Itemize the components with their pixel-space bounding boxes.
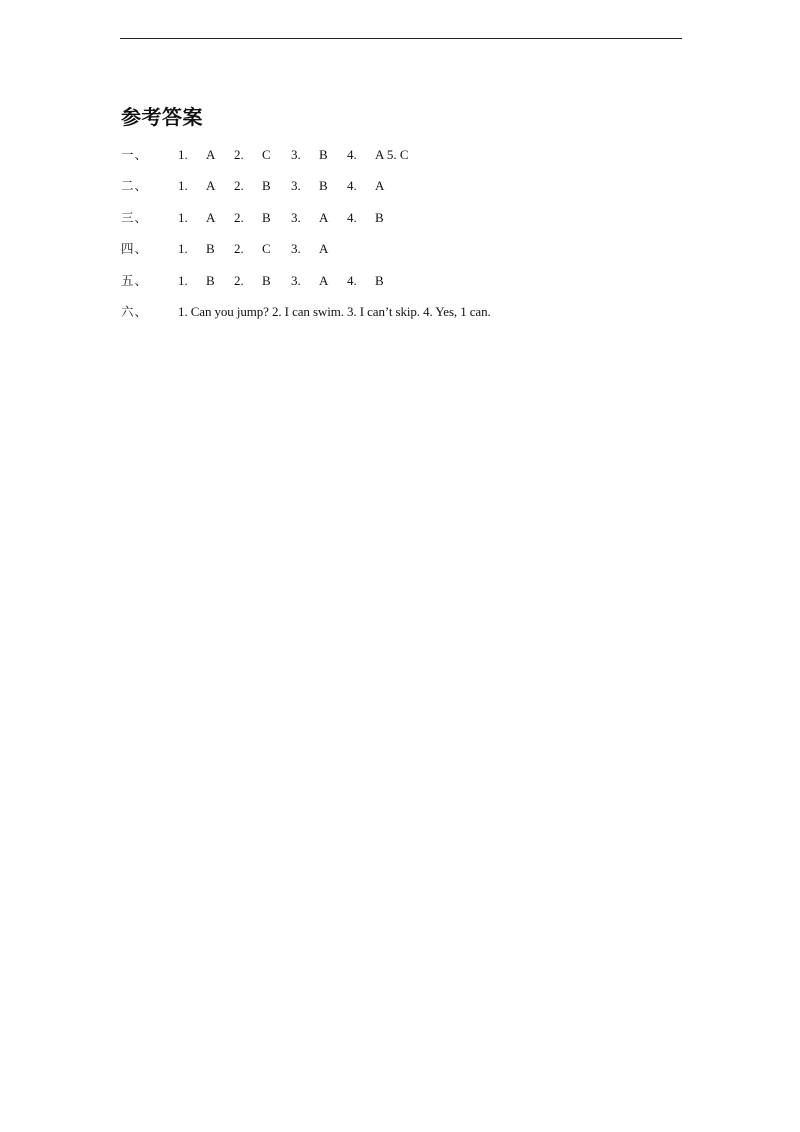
answer-value: A — [319, 209, 329, 225]
page-title: 参考答案 — [121, 105, 203, 129]
question-number: 3. — [291, 147, 301, 162]
question-number: 2. — [234, 272, 244, 288]
answer-row-5 — [120, 269, 680, 300]
section-label: 二、 — [121, 178, 149, 194]
question-number: 4. — [347, 178, 357, 194]
answer-sentence: 1. Can you jump? 2. I can swim. 3. I can’t skip. 4. Yes, 1 can. — [178, 303, 491, 319]
question-number: 3. — [291, 178, 301, 194]
question-number: 4. — [347, 272, 357, 288]
header-rule — [120, 38, 682, 39]
question-number: 1. — [178, 272, 188, 288]
answer-row-3 — [120, 206, 680, 237]
question-number: 2. — [234, 241, 244, 257]
answer-row-1 — [120, 143, 680, 174]
section-label: 四、 — [121, 241, 149, 257]
answer-value: A — [375, 178, 385, 194]
answer-row-6 — [120, 300, 680, 331]
answer-value: B — [206, 272, 215, 288]
question-number: 3. — [291, 241, 301, 257]
answer-value: B — [206, 241, 215, 257]
section-label: 三、 — [121, 209, 149, 225]
question-number: 2. — [234, 209, 244, 225]
section-label: 一、 — [121, 147, 149, 162]
answer-value: A — [206, 147, 216, 162]
answer-list — [120, 143, 680, 331]
question-number: 2. — [234, 178, 244, 194]
question-number: 1. — [178, 178, 188, 194]
question-number: 4. — [347, 147, 357, 162]
section-label: 六、 — [121, 303, 149, 319]
question-number: 2. — [234, 147, 244, 162]
answer-value: A — [319, 241, 329, 257]
question-number: 1. — [178, 147, 188, 162]
answer-value: B — [319, 147, 328, 162]
answer-value: B — [375, 272, 384, 288]
answer-row-4 — [120, 237, 680, 268]
answer-value: C — [262, 241, 271, 257]
section-label: 五、 — [121, 272, 149, 288]
question-number: 3. — [291, 209, 301, 225]
answer-value: A — [206, 209, 216, 225]
question-number: 1. — [178, 241, 188, 257]
answer-value: A — [206, 178, 216, 194]
answer-value: B — [262, 209, 271, 225]
answer-value: B — [262, 272, 271, 288]
answer-value: B — [375, 209, 384, 225]
answer-value: A 5. C — [375, 147, 409, 162]
question-number: 1. — [178, 209, 188, 225]
answer-value: B — [262, 178, 271, 194]
answer-value: C — [262, 147, 271, 162]
question-number: 3. — [291, 272, 301, 288]
answer-value: A — [319, 272, 329, 288]
answer-value: B — [319, 178, 328, 194]
answer-row-2 — [120, 174, 680, 205]
question-number: 4. — [347, 209, 357, 225]
